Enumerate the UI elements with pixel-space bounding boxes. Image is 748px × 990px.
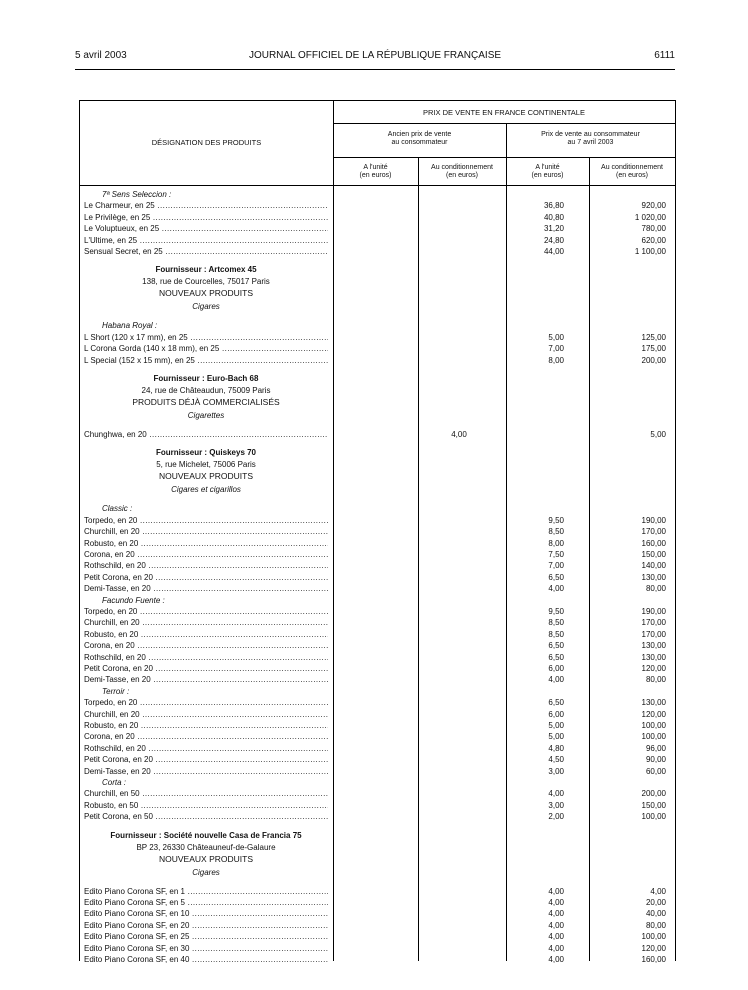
table-row xyxy=(80,572,675,583)
price-c3: 8,00 xyxy=(548,538,564,548)
price-c3: 6,00 xyxy=(548,709,564,719)
price-c4: 100,00 xyxy=(641,732,666,742)
price-table xyxy=(79,100,676,964)
table-row xyxy=(80,246,675,257)
head-rule-2 xyxy=(333,157,675,158)
table-row xyxy=(80,811,675,822)
table-row xyxy=(80,954,675,965)
table-row xyxy=(80,920,675,931)
price-c4: 170,00 xyxy=(641,618,666,628)
table-row xyxy=(80,731,675,742)
table-row xyxy=(80,640,675,651)
product-group xyxy=(80,595,675,606)
category-label xyxy=(80,867,675,878)
product-name: Edito Piano Corona SF, en 30 ..... xyxy=(84,943,328,954)
price-c3: 5,00 xyxy=(548,332,564,342)
price-c3: 4,00 xyxy=(548,675,564,685)
ancien-header-2: au consommateur xyxy=(391,139,448,146)
section-heading xyxy=(80,397,675,408)
price-c3: 6,50 xyxy=(548,652,564,662)
price-c4: 175,00 xyxy=(641,344,666,354)
cond-header-2b: (en euros) xyxy=(616,172,648,179)
price-c3: 9,50 xyxy=(548,515,564,525)
table-row xyxy=(80,629,675,640)
product-name: Le Voluptueux, en 25 ..... xyxy=(84,223,328,234)
table-row xyxy=(80,429,675,440)
table-row xyxy=(80,223,675,234)
product-name: Le Privilège, en 25 ..... xyxy=(84,212,328,223)
table-row xyxy=(80,332,675,343)
price-c3: 2,00 xyxy=(548,812,564,822)
price-c3: 3,00 xyxy=(548,800,564,810)
unite-header-1b: (en euros) xyxy=(359,172,392,179)
price-c4: 150,00 xyxy=(641,550,666,559)
caption-text: Fournisseur : Artcomex 45 xyxy=(155,265,257,275)
product-name: Robusto, en 50 ..... xyxy=(84,800,328,811)
price-c3: 8,00 xyxy=(548,355,564,365)
table-row xyxy=(80,235,675,246)
product-name: L Special (152 x 15 mm), en 25 ..... xyxy=(84,355,328,366)
price-c4: 190,00 xyxy=(641,515,666,525)
product-name: Churchill, en 20 ..... xyxy=(84,709,328,720)
price-c3: 4,00 xyxy=(548,909,564,919)
price-c4: 100,00 xyxy=(641,721,666,730)
price-c3: 8,50 xyxy=(548,527,564,537)
caption-text: Cigares et cigarillos xyxy=(171,485,241,495)
table-row xyxy=(80,931,675,942)
product-name: Torpedo, en 20 ..... xyxy=(84,606,328,617)
price-c3: 4,00 xyxy=(548,932,564,942)
price-c3: 4,00 xyxy=(548,920,564,930)
product-name: Rothschild, en 20 ..... xyxy=(84,652,328,663)
product-name: Churchill, en 50 ..... xyxy=(84,788,328,799)
price-c4: 90,00 xyxy=(645,755,666,765)
price-c3: 7,50 xyxy=(548,550,564,559)
price-c4: 170,00 xyxy=(641,527,666,537)
price-c4: 1 100,00 xyxy=(634,247,666,256)
category-label xyxy=(80,301,675,312)
table-row xyxy=(80,720,675,731)
product-name: Churchill, en 20 ..... xyxy=(84,526,328,537)
price-c3: 4,50 xyxy=(548,755,564,765)
price-c4: 200,00 xyxy=(641,355,666,365)
cond-header-2: Au conditionnement xyxy=(601,164,663,171)
price-c4: 80,00 xyxy=(645,584,666,594)
caption-text: 138, rue de Courcelles, 75017 Paris xyxy=(142,277,270,287)
price-c4: 130,00 xyxy=(641,652,666,662)
price-c3: 4,00 xyxy=(548,584,564,594)
supplier-address xyxy=(80,842,675,853)
table-row xyxy=(80,674,675,685)
product-name: Petit Corona, en 20 ..... xyxy=(84,663,328,674)
product-group xyxy=(80,189,675,200)
product-name: Rothschild, en 20 ..... xyxy=(84,743,328,754)
price-c3: 6,50 xyxy=(548,572,564,582)
product-name: Edito Piano Corona SF, en 1 ..... xyxy=(84,886,328,897)
product-name: Edito Piano Corona SF, en 40 ..... xyxy=(84,954,328,965)
header-rule xyxy=(75,69,675,70)
category-label xyxy=(80,410,675,421)
table-row xyxy=(80,606,675,617)
unite-header-1: A l'unité xyxy=(363,164,388,171)
price-c3: 4,80 xyxy=(548,743,564,753)
supplier-name xyxy=(80,830,675,841)
table-row xyxy=(80,355,675,366)
product-name: Churchill, en 20 ..... xyxy=(84,617,328,628)
price-c4: 20,00 xyxy=(645,898,666,907)
product-name: Petit Corona, en 20 ..... xyxy=(84,572,328,583)
product-name: Robusto, en 20 ..... xyxy=(84,629,328,640)
price-c3: 40,80 xyxy=(543,212,564,222)
price-c4: 620,00 xyxy=(641,235,666,245)
table-row xyxy=(80,583,675,594)
caption-text: Cigares xyxy=(192,867,220,877)
price-c3: 5,00 xyxy=(548,721,564,730)
group-label: Terroir : xyxy=(102,686,130,696)
supplier-name xyxy=(80,373,675,384)
group-label: Classic : xyxy=(102,504,133,514)
price-c3: 7,00 xyxy=(548,344,564,354)
nouveau-header-1: Prix de vente au consommateur xyxy=(541,131,640,138)
table-row xyxy=(80,515,675,526)
product-name: Robusto, en 20 ..... xyxy=(84,720,328,731)
supplier-address xyxy=(80,276,675,287)
cond-header-1b: (en euros) xyxy=(446,172,478,179)
price-c3: 6,50 xyxy=(548,641,564,651)
price-c4: 80,00 xyxy=(645,675,666,685)
caption-text: BP 23, 26330 Châteauneuf-de-Galaure xyxy=(136,842,276,852)
table-row xyxy=(80,343,675,354)
table-row xyxy=(80,754,675,765)
table-row xyxy=(80,908,675,919)
price-c4: 1 020,00 xyxy=(634,212,666,222)
price-c4: 130,00 xyxy=(641,641,666,651)
price-c4: 920,00 xyxy=(641,201,666,211)
product-name: Edito Piano Corona SF, en 20 ..... xyxy=(84,920,328,931)
table-row xyxy=(80,663,675,674)
caption-text: 24, rue de Châteaudun, 75009 Paris xyxy=(141,386,271,395)
table-row xyxy=(80,886,675,897)
cond-header-1: Au conditionnement xyxy=(431,164,493,171)
product-name: Edito Piano Corona SF, en 25 ..... xyxy=(84,931,328,942)
section-heading xyxy=(80,854,675,865)
price-c3: 6,50 xyxy=(548,698,564,708)
price-c4: 160,00 xyxy=(641,955,666,964)
table-row xyxy=(80,212,675,223)
price-c3: 24,80 xyxy=(543,235,564,245)
price-c4: 5,00 xyxy=(650,430,666,439)
price-c4: 130,00 xyxy=(641,698,666,708)
price-c3: 9,50 xyxy=(548,607,564,616)
table-row xyxy=(80,617,675,628)
price-c4: 125,00 xyxy=(641,332,666,342)
price-c3: 6,00 xyxy=(548,664,564,673)
head-rule-1 xyxy=(333,123,675,124)
price-c3: 31,20 xyxy=(543,224,564,234)
price-c4: 130,00 xyxy=(641,572,666,582)
price-c3: 5,00 xyxy=(548,732,564,742)
table-row xyxy=(80,652,675,663)
caption-text: NOUVEAUX PRODUITS xyxy=(159,853,253,864)
prix-header: PRIX DE VENTE EN FRANCE CONTINENTALE xyxy=(423,108,585,117)
product-name: Sensual Secret, en 25 ..... xyxy=(84,246,328,257)
group-label: Corta : xyxy=(102,778,127,787)
section-heading xyxy=(80,471,675,482)
product-name: Corona, en 20 ..... xyxy=(84,640,328,651)
price-c4: 140,00 xyxy=(641,561,666,571)
head-rule-3 xyxy=(80,185,675,186)
product-group xyxy=(80,503,675,514)
price-c4: 100,00 xyxy=(641,932,666,942)
price-c4: 780,00 xyxy=(641,224,666,234)
price-c4: 120,00 xyxy=(641,943,666,953)
table-row xyxy=(80,897,675,908)
product-name: Edito Piano Corona SF, en 10 ..... xyxy=(84,908,328,919)
table-row xyxy=(80,549,675,560)
product-name: Petit Corona, en 50 ..... xyxy=(84,811,328,822)
price-c3: 4,00 xyxy=(548,789,564,799)
price-c3: 8,50 xyxy=(548,618,564,628)
price-c4: 160,00 xyxy=(641,538,666,548)
table-row xyxy=(80,743,675,754)
product-name: Le Charmeur, en 25 ..... xyxy=(84,200,328,211)
table-row xyxy=(80,800,675,811)
price-c4: 60,00 xyxy=(645,766,666,776)
supplier-name xyxy=(80,264,675,275)
table-row xyxy=(80,766,675,777)
caption-text: PRODUITS DÉJÀ COMMERCIALISÉS xyxy=(132,397,280,407)
product-name: Torpedo, en 20 ..... xyxy=(84,515,328,526)
price-c3: 4,00 xyxy=(548,886,564,896)
price-c3: 4,00 xyxy=(548,955,564,964)
caption-text: 5, rue Michelet, 75006 Paris xyxy=(156,460,256,470)
product-group xyxy=(80,320,675,331)
product-name: Corona, en 20 ..... xyxy=(84,731,328,742)
caption-text: NOUVEAUX PRODUITS xyxy=(159,471,253,482)
group-label: Habana Royal : xyxy=(102,321,158,331)
product-name: Demi-Tasse, en 20 ..... xyxy=(84,583,328,594)
product-name: Edito Piano Corona SF, en 5 ..... xyxy=(84,897,328,908)
product-name: Demi-Tasse, en 20 ..... xyxy=(84,766,328,777)
price-c3: 8,50 xyxy=(548,629,564,639)
header-page-number: 6111 xyxy=(654,50,675,61)
product-name: Petit Corona, en 20 ..... xyxy=(84,754,328,765)
price-c4: 190,00 xyxy=(641,607,666,616)
price-c4: 150,00 xyxy=(641,800,666,810)
price-c4: 40,00 xyxy=(645,909,666,919)
table-row xyxy=(80,526,675,537)
product-name: L'Ultime, en 25 ..... xyxy=(84,235,328,246)
price-c3: 36,80 xyxy=(543,201,564,211)
caption-text: Cigares xyxy=(192,302,220,312)
price-c2: 4,00 xyxy=(451,430,467,439)
table-row xyxy=(80,200,675,211)
product-name: Corona, en 20 ..... xyxy=(84,549,328,560)
product-name: Rothschild, en 20 ..... xyxy=(84,560,328,571)
price-c4: 4,00 xyxy=(650,886,666,896)
product-group xyxy=(80,777,675,788)
caption-text: Fournisseur : Quiskeys 70 xyxy=(155,448,257,458)
page-header xyxy=(75,50,675,64)
price-c3: 4,00 xyxy=(548,898,564,907)
price-c4: 120,00 xyxy=(641,709,666,719)
table-row xyxy=(80,709,675,720)
caption-text: Fournisseur : Société nouvelle Casa de Francia 75 xyxy=(110,830,302,840)
caption-text: Fournisseur : Euro-Bach 68 xyxy=(153,374,259,383)
supplier-address xyxy=(80,459,675,470)
table-row xyxy=(80,697,675,708)
product-name: L Short (120 x 17 mm), en 25 ..... xyxy=(84,332,328,343)
price-c3: 3,00 xyxy=(548,766,564,776)
price-c4: 80,00 xyxy=(645,920,666,930)
price-c4: 200,00 xyxy=(641,789,666,799)
group-label: Facundo Fuente : xyxy=(102,595,165,605)
product-name: Demi-Tasse, en 20 ..... xyxy=(84,674,328,685)
product-name: Chunghwa, en 20 ..... xyxy=(84,429,328,440)
supplier-name xyxy=(80,447,675,458)
category-label xyxy=(80,484,675,495)
table-row xyxy=(80,538,675,549)
price-c4: 120,00 xyxy=(641,664,666,673)
product-name: L Corona Gorda (140 x 18 mm), en 25 ..... xyxy=(84,343,328,354)
table-row xyxy=(80,943,675,954)
table-row xyxy=(80,788,675,799)
ancien-header-1: Ancien prix de vente xyxy=(387,131,452,138)
product-name: Torpedo, en 20 ..... xyxy=(84,697,328,708)
price-c3: 4,00 xyxy=(548,943,564,953)
unite-header-2b: (en euros) xyxy=(531,172,564,179)
section-heading xyxy=(80,288,675,299)
nouveau-header-2: au 7 avril 2003 xyxy=(567,139,614,146)
designation-header: DÉSIGNATION DES PRODUITS xyxy=(151,138,262,147)
header-date: 5 avril 2003 xyxy=(75,50,127,61)
price-c3: 7,00 xyxy=(548,561,564,571)
caption-text: Cigarettes xyxy=(187,411,225,420)
table-row xyxy=(80,560,675,571)
header-title: JOURNAL OFFICIEL DE LA RÉPUBLIQUE FRANÇAISE xyxy=(248,50,502,61)
price-c4: 96,00 xyxy=(645,743,666,753)
caption-text: NOUVEAUX PRODUITS xyxy=(159,288,253,299)
group-label: 7ª Sens Seleccion : xyxy=(102,190,172,199)
unite-header-2: A l'unité xyxy=(535,164,560,171)
product-name: Robusto, en 20 ..... xyxy=(84,538,328,549)
supplier-address xyxy=(80,385,675,396)
product-group xyxy=(80,686,675,697)
price-c4: 100,00 xyxy=(641,812,666,822)
price-c4: 170,00 xyxy=(641,629,666,639)
price-c3: 44,00 xyxy=(543,247,564,256)
